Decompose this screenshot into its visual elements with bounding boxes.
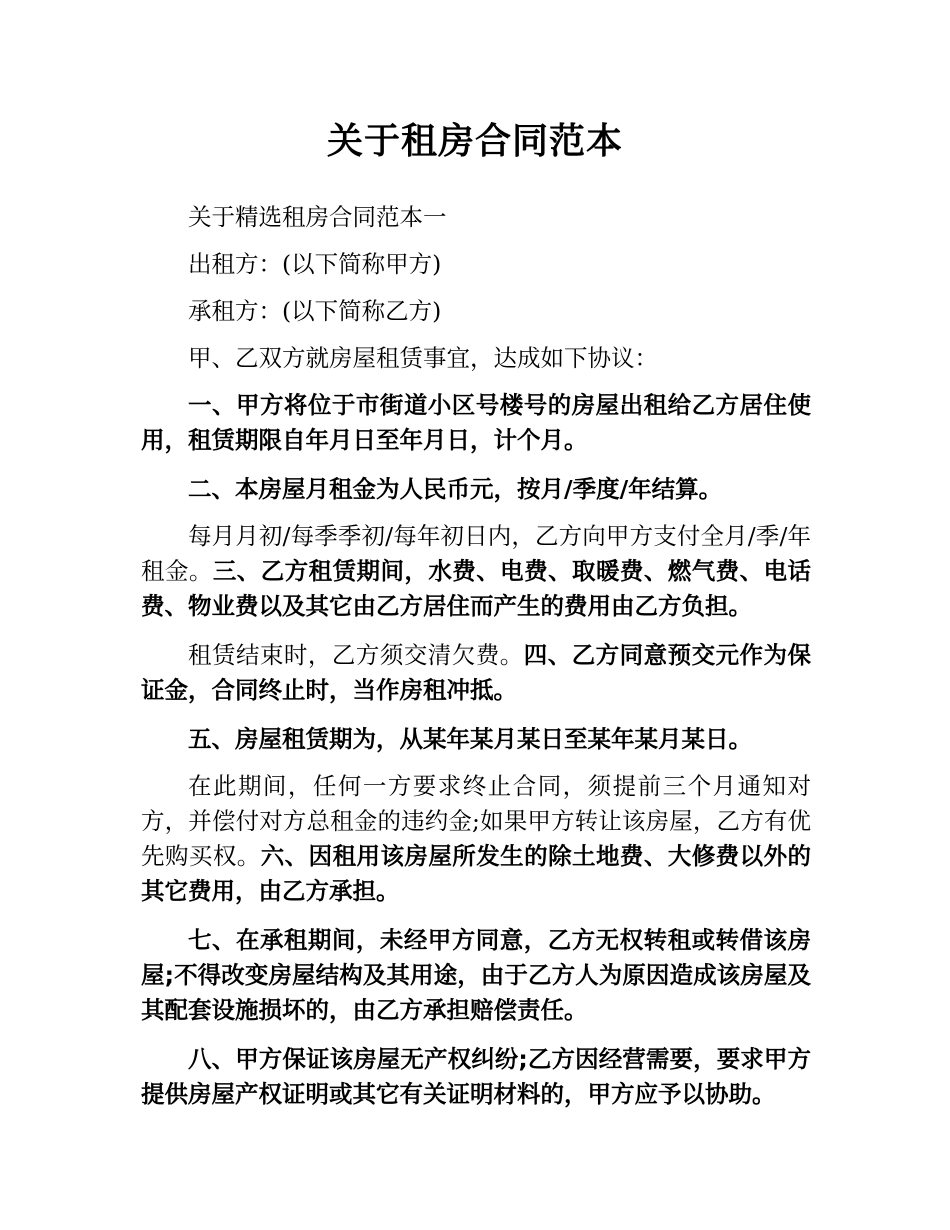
text-segment: 承租方：(以下简称乙方) [188,297,442,325]
text-segment: 甲、乙双方就房屋租赁事宜，达成如下协议： [188,344,658,372]
text-segment-bold: 六、因租用该房屋所发生的除土地费、大修费以外的其它费用，由乙方承担。 [141,842,812,905]
paragraph [141,200,811,235]
document-body [141,200,811,1126]
text-segment-bold: 七、在承租期间，未经甲方同意，乙方无权转租或转借该房屋;不得改变房屋结构及其用途，由于乙方人为原因造成该房屋及其配套设施损坏的，由乙方承担赔偿责任。 [141,926,811,1024]
paragraph [141,769,811,909]
text-segment: 在此期间，任何一方要求终止合同，须提前三个月通知对方，并偿付对方总租金的违约金;如果甲方转让该房屋，乙方有优先购买权。 [141,772,811,870]
text-segment: 出租方：(以下简称甲方) [188,250,442,278]
text-segment-bold: 八、甲方保证该房屋无产权纠纷;乙方因经营需要，要求甲方提供房屋产权证明或其它有关证明材料的，甲方应予以协助。 [141,1045,811,1108]
text-segment-bold: 一、甲方将位于市街道小区号楼号的房屋出租给乙方居住使用，租赁期限自年月日至年月日，计个月。 [141,391,811,454]
paragraph [141,638,811,708]
paragraph [141,519,811,624]
document-title: 关于租房合同范本 [326,121,623,162]
text-segment-bold: 二、本房屋月租金为人民币元，按月/季度/年结算。 [188,475,723,503]
text-segment-bold: 四、乙方同意预交元作为保证金，合同终止时，当作房租冲抵。 [141,641,812,704]
paragraph [141,388,811,458]
paragraph [141,722,811,757]
paragraph [141,1042,811,1112]
text-segment: 每月月初/每季季初/每年初日内，乙方向甲方支付全月/季/年租金。 [141,522,811,585]
paragraph [141,923,811,1028]
paragraph [141,294,811,329]
paragraph [141,341,811,376]
text-segment: 租赁结束时，乙方须交清欠费。 [188,641,524,669]
paragraph [141,472,811,507]
text-segment: 关于精选租房合同范本一 [188,203,447,231]
text-segment-bold: 五、房屋租赁期为，从某年某月某日至某年某月某日。 [188,725,752,753]
text-segment-bold: 三、乙方租赁期间，水费、电费、取暖费、燃气费、电话费、物业费以及其它由乙方居住而产生的费用由乙方负担。 [141,557,812,620]
paragraph [141,247,811,282]
